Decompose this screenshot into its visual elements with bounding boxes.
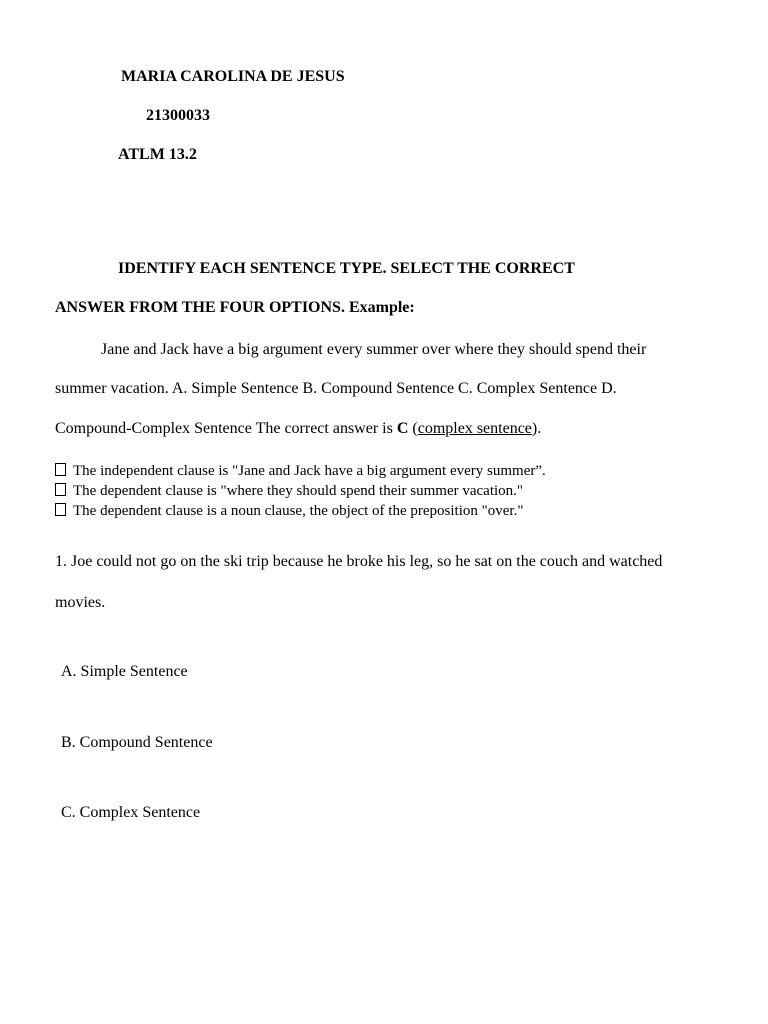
missing-glyph-icon	[55, 503, 66, 516]
example-line-2: summer vacation. A. Simple Sentence B. Compound Sentence C. Complex Sentence D.	[55, 380, 617, 397]
answer-letter: C	[396, 420, 409, 437]
example-line-1: Jane and Jack have a big argument every summer over where they should spend their	[101, 341, 647, 358]
bullet-item	[55, 483, 523, 500]
bullet-item	[55, 503, 523, 520]
open-paren: (	[408, 420, 418, 437]
instructions-line-2: ANSWER FROM THE FOUR OPTIONS. Example:	[55, 299, 415, 316]
missing-glyph-icon	[55, 483, 66, 496]
question-1-line-1: 1. Joe could not go on the ski trip because he broke his leg, so he sat on the couch and watched	[55, 553, 663, 570]
instructions-line-1: IDENTIFY EACH SENTENCE TYPE. SELECT THE CORRECT	[118, 260, 575, 277]
close-paren: ).	[531, 420, 542, 437]
option-b: B. Compound Sentence	[61, 734, 213, 751]
question-1-line-2: movies.	[55, 594, 106, 611]
bullet-item	[55, 463, 546, 480]
example-line-3	[55, 420, 541, 438]
option-a: A. Simple Sentence	[61, 663, 188, 680]
answer-text: complex sentence	[417, 420, 532, 437]
bullet-text: The dependent clause is "where they should spend their summer vacation."	[73, 483, 524, 499]
bullet-text: The dependent clause is a noun clause, the object of the preposition "over."	[73, 503, 524, 519]
author-name: MARIA CAROLINA DE JESUS	[121, 68, 345, 85]
example-line-3-prefix: Compound-Complex Sentence The correct answer is	[55, 420, 397, 437]
missing-glyph-icon	[55, 463, 66, 476]
option-c: C. Complex Sentence	[61, 804, 201, 821]
student-id: 21300033	[146, 107, 210, 124]
bullet-text: The independent clause is "Jane and Jack have a big argument every summer”.	[73, 463, 546, 479]
course-code: ATLM 13.2	[118, 146, 197, 163]
